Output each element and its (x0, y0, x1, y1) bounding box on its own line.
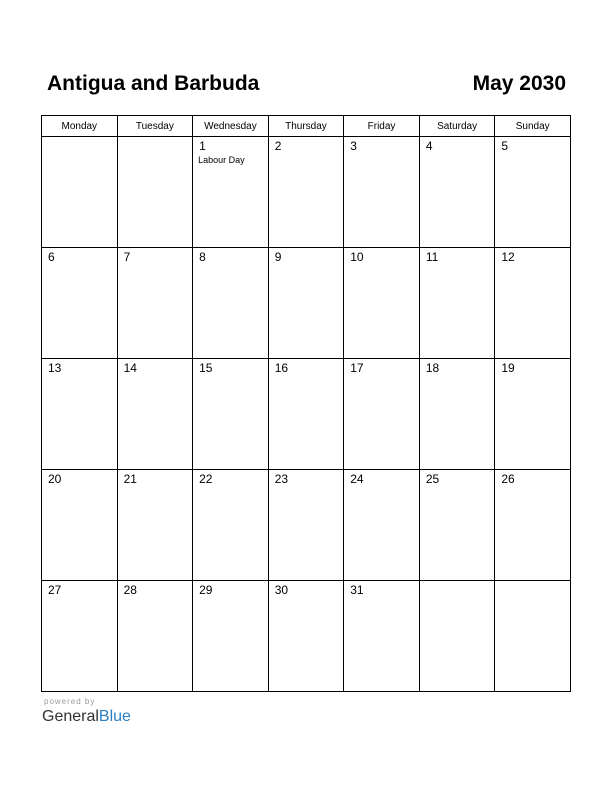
day-number: 3 (350, 139, 357, 153)
day-cell (495, 581, 571, 692)
weekday-header-row (42, 116, 571, 137)
day-cell (193, 470, 269, 581)
day-cell (419, 137, 495, 248)
day-cell (344, 248, 420, 359)
day-cell (495, 470, 571, 581)
day-cell (193, 137, 269, 248)
day-cell (268, 137, 344, 248)
weekday-header: Saturday (419, 116, 495, 137)
day-number: 4 (425, 139, 433, 153)
day-cell (42, 359, 118, 470)
weekday-header: Tuesday (117, 116, 193, 137)
day-number: 10 (350, 250, 364, 264)
day-cell (419, 359, 495, 470)
day-cell (419, 581, 495, 692)
day-number: 9 (274, 250, 282, 264)
weekday-header: Friday (344, 116, 420, 137)
brand-logo-blue: Blue (98, 708, 131, 725)
day-number: 6 (48, 250, 55, 264)
day-cell (495, 248, 571, 359)
day-cell (117, 248, 193, 359)
day-number: 19 (501, 361, 515, 375)
day-number: 17 (350, 361, 364, 375)
day-cell (117, 359, 193, 470)
day-number: 27 (48, 583, 62, 597)
day-number: 15 (199, 361, 213, 375)
day-cell (193, 581, 269, 692)
day-number: 30 (274, 583, 289, 597)
day-number: 23 (274, 472, 289, 486)
day-number: 18 (425, 361, 440, 375)
day-cell (419, 248, 495, 359)
week-row (42, 470, 571, 581)
day-cell (344, 359, 420, 470)
day-number (42, 137, 117, 140)
day-cell (42, 470, 118, 581)
brand-logo-general: General (42, 708, 99, 725)
day-cell (344, 137, 420, 248)
day-number: 22 (199, 472, 213, 486)
day-cell (117, 581, 193, 692)
week-row (42, 359, 571, 470)
day-cell (268, 248, 344, 359)
day-number: 5 (501, 139, 509, 153)
day-cell (193, 248, 269, 359)
day-cell (268, 470, 344, 581)
day-number: 28 (123, 583, 137, 597)
day-cell (42, 581, 118, 692)
day-number (420, 581, 495, 584)
holiday-label: Labour Day (198, 155, 245, 165)
day-number: 11 (425, 250, 439, 264)
brand-logo (42, 708, 131, 726)
day-number: 2 (274, 139, 282, 153)
day-cell (42, 137, 118, 248)
day-cell (193, 359, 269, 470)
day-number: 29 (199, 583, 213, 597)
day-cell (117, 137, 193, 248)
day-cell (495, 359, 571, 470)
day-number: 8 (199, 250, 206, 264)
week-row (42, 248, 571, 359)
weekday-header: Thursday (268, 116, 344, 137)
calendar-grid (41, 115, 571, 692)
day-number: 20 (48, 472, 62, 486)
day-number: 31 (350, 583, 364, 597)
day-cell (495, 137, 571, 248)
weekday-header: Wednesday (193, 116, 269, 137)
day-number: 7 (123, 250, 131, 264)
day-number: 13 (48, 361, 62, 375)
day-number (495, 581, 570, 584)
day-cell (268, 359, 344, 470)
week-row (42, 581, 571, 692)
day-number: 14 (123, 361, 137, 375)
week-row (42, 137, 571, 248)
day-cell (42, 248, 118, 359)
month-year-title: May 2030 (472, 72, 566, 95)
day-number: 25 (425, 472, 440, 486)
day-number: 12 (501, 250, 515, 264)
day-number: 26 (501, 472, 515, 486)
day-number: 24 (350, 472, 364, 486)
day-number: 1 (199, 139, 206, 153)
day-number: 16 (274, 361, 289, 375)
weekday-header: Sunday (495, 116, 571, 137)
day-cell (268, 581, 344, 692)
day-number (118, 137, 193, 140)
weekday-header: Monday (42, 116, 118, 137)
day-cell (117, 470, 193, 581)
day-cell (344, 470, 420, 581)
day-cell (344, 581, 420, 692)
country-title: Antigua and Barbuda (47, 72, 260, 95)
day-cell (419, 470, 495, 581)
day-number: 21 (123, 472, 137, 486)
powered-by-label: powered by (44, 697, 96, 706)
